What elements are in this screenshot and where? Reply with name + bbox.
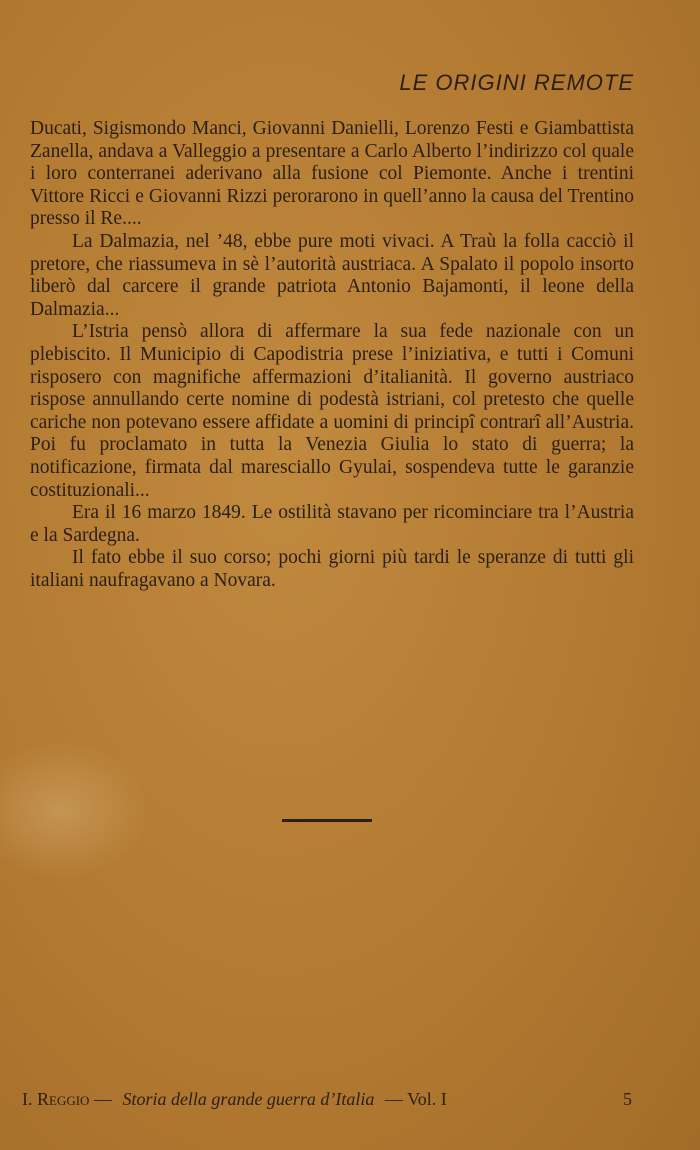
running-title: LE ORIGINI REMOTE — [399, 70, 634, 95]
paragraph-4: Era il 16 marzo 1849. Le ostilità stavano per ricominciare tra l’Austria e la Sardegna. — [30, 502, 634, 546]
section-end-rule — [282, 819, 372, 822]
paragraph-1: Ducati, Sigismondo Manci, Giovanni Danielli, Lorenzo Festi e Giambattista Zanella, andava a Valleggio a presentare a Carlo Alberto l’indirizzo col quale i loro conterranei aderivano alla fusione col Piemonte. Anche i trentini Vittore Ricci e Giovanni Rizzi perorarono in quell’anno la causa del Trentino presso il Re.... — [30, 118, 634, 230]
paper-stain — [0, 740, 150, 880]
footer-citation — [22, 1089, 453, 1110]
page-number: 5 — [623, 1089, 632, 1109]
body-text — [30, 118, 634, 592]
page-footer — [22, 1089, 632, 1110]
footer-author: I. Reggio — — [22, 1089, 112, 1109]
paragraph-3: L’Istria pensò allora di affermare la sua fede nazionale con un plebiscito. Il Municipio di Capodistria prese l’iniziativa, e tutti i Comuni risposero con magnifiche affermazioni d’italianità. Il governo austriaco rispose annullando certe nomine di podestà istriani, col pretesto che quelle cariche non potevano essere affidate a uomini di principî contrarî all’Austria. Poi fu proclamato in tutta la Venezia Giulia lo stato di guerra; la notificazione, firmata dal maresciallo Gyulai, sospendeva tutte le garanzie costituzionali... — [30, 321, 634, 501]
footer-volume: — Vol. I — [384, 1089, 447, 1109]
footer-book-title: Storia della grande guerra d’Italia — [122, 1089, 375, 1109]
paragraph-2: La Dalmazia, nel ’48, ebbe pure moti vivaci. A Traù la folla cacciò il pretore, che riassumeva in sè l’autorità austriaca. A Spalato il popolo insorto liberò dal carcere il grande patriota Antonio Bajamonti, il leone della Dalmazia... — [30, 230, 634, 320]
paragraph-5: Il fato ebbe il suo corso; pochi giorni più tardi le speranze di tutti gli italiani naufragavano a Novara. — [30, 547, 634, 591]
